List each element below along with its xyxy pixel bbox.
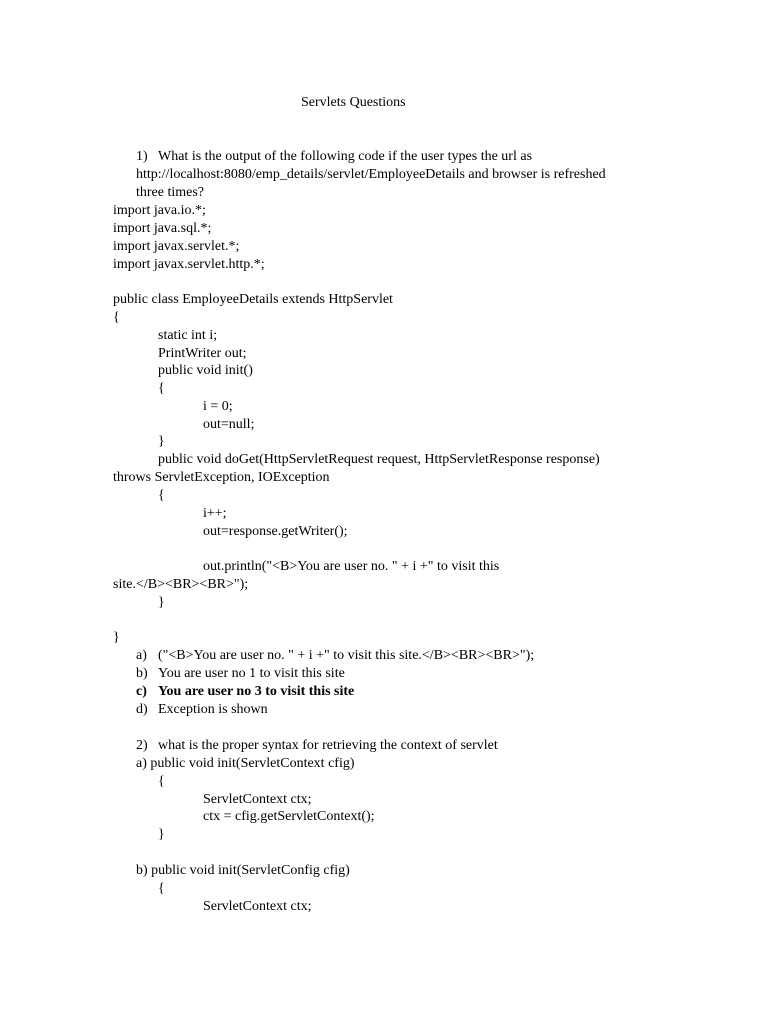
code-line: } (113, 630, 120, 645)
option-text-b: You are user no 1 to visit this site (158, 666, 345, 681)
code-line: public class EmployeeDetails extends HttpServlet (113, 292, 393, 307)
code-line: import java.sql.*; (113, 221, 212, 236)
code-line: import javax.servlet.http.*; (113, 257, 265, 272)
code-line: } (158, 434, 165, 449)
question-1-text-line-1: What is the output of the following code if the user types the url as (158, 149, 533, 164)
code-line: { (158, 774, 165, 789)
option-label-c: c) (136, 684, 147, 699)
option-label-b: b) (136, 666, 148, 681)
question-1-text-line-2: http://localhost:8080/emp_details/servlet/EmployeeDetails and browser is refreshed (136, 167, 606, 182)
code-line: i = 0; (203, 399, 233, 414)
code-line: { (158, 881, 165, 896)
question-2-number: 2) (136, 738, 148, 753)
code-line: public void doGet(HttpServletRequest request, HttpServletResponse response) (158, 452, 600, 467)
option-text-c: You are user no 3 to visit this site (158, 684, 355, 699)
code-line: ctx = cfig.getServletContext(); (203, 809, 375, 824)
code-line: PrintWriter out; (158, 346, 247, 361)
code-line: site.</B><BR><BR>"); (113, 577, 249, 592)
code-line: { (113, 310, 120, 325)
code-line: i++; (203, 506, 227, 521)
code-line: { (158, 488, 165, 503)
code-line: import java.io.*; (113, 203, 206, 218)
question-1-number: 1) (136, 149, 148, 164)
code-line: out=response.getWriter(); (203, 524, 348, 539)
option-label-a: a) (136, 648, 147, 663)
code-line: throws ServletException, IOException (113, 470, 330, 485)
question-1-text-line-3: three times? (136, 185, 205, 200)
question-2-text: what is the proper syntax for retrieving the context of servlet (158, 738, 498, 753)
option-text-d: Exception is shown (158, 702, 268, 717)
code-line: b) public void init(ServletConfig cfig) (136, 863, 350, 878)
option-label-d: d) (136, 702, 148, 717)
code-line: out=null; (203, 417, 255, 432)
code-line: } (158, 595, 165, 610)
code-line: static int i; (158, 328, 218, 343)
code-line: } (158, 827, 165, 842)
code-line: ServletContext ctx; (203, 792, 312, 807)
code-line: ServletContext ctx; (203, 899, 312, 914)
option-text-a: ("<B>You are user no. " + i +" to visit this site.</B><BR><BR>"); (158, 648, 535, 663)
code-line: import javax.servlet.*; (113, 239, 240, 254)
code-line: out.println("<B>You are user no. " + i +" to visit this (203, 559, 500, 574)
code-line: public void init() (158, 363, 253, 378)
code-line: { (158, 381, 165, 396)
code-line: a) public void init(ServletContext cfig) (136, 756, 355, 771)
page-title: Servlets Questions (301, 95, 406, 110)
